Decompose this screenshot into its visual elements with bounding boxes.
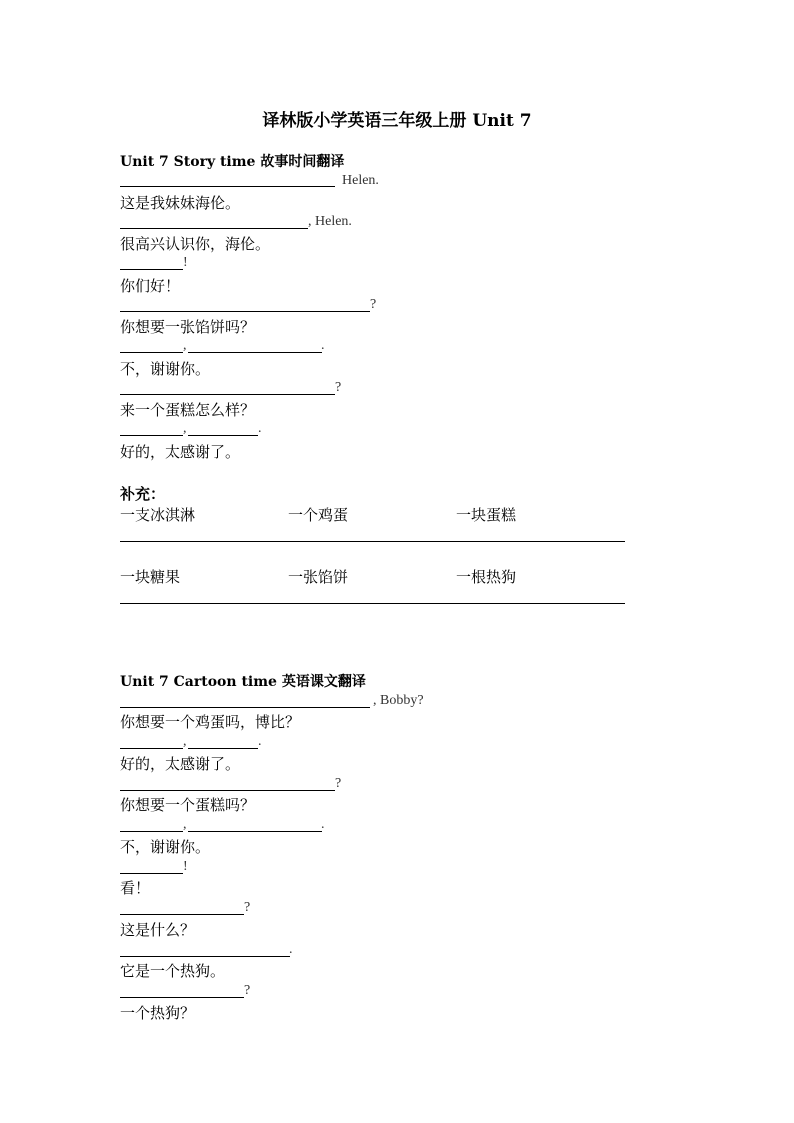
answer-blank[interactable] bbox=[120, 873, 183, 874]
english-comma: , bbox=[183, 338, 187, 353]
answer-blank[interactable] bbox=[120, 269, 183, 270]
english-text: . bbox=[258, 421, 262, 436]
answer-blank[interactable] bbox=[120, 707, 370, 708]
page-title: 译林版小学英语三年级上册 Unit 7 bbox=[262, 111, 532, 131]
chinese-text: 一个热狗？ bbox=[120, 1004, 196, 1022]
english-text: ? bbox=[244, 983, 251, 998]
english-text: ? bbox=[335, 776, 342, 791]
chinese-text: 不，谢谢你。 bbox=[120, 360, 211, 378]
answer-rule[interactable] bbox=[120, 603, 625, 604]
english-text: . bbox=[258, 734, 262, 749]
chinese-text: 这是我妹妹海伦。 bbox=[120, 194, 241, 212]
answer-blank[interactable] bbox=[120, 997, 244, 998]
answer-blank[interactable] bbox=[120, 186, 335, 187]
english-text: . bbox=[289, 942, 293, 957]
answer-blank[interactable] bbox=[188, 435, 258, 436]
vocab-item: 一块糖果 bbox=[120, 568, 181, 586]
answer-blank[interactable] bbox=[188, 748, 258, 749]
chinese-text: 你想要一个蛋糕吗？ bbox=[120, 796, 256, 814]
answer-blank[interactable] bbox=[120, 394, 335, 395]
chinese-text: 好的，太感谢了。 bbox=[120, 755, 241, 773]
vocab-item: 一根热狗 bbox=[456, 568, 517, 586]
chinese-text: 它是一个热狗。 bbox=[120, 962, 226, 980]
chinese-text: 你想要一个鸡蛋吗，博比？ bbox=[120, 713, 301, 731]
english-text: , Helen. bbox=[308, 214, 352, 229]
answer-blank[interactable] bbox=[188, 352, 322, 353]
vocab-item: 一张馅饼 bbox=[288, 568, 349, 586]
answer-rule[interactable] bbox=[120, 541, 625, 542]
answer-blank[interactable] bbox=[120, 748, 183, 749]
chinese-text: 好的，太感谢了。 bbox=[120, 443, 241, 461]
english-text: ! bbox=[183, 255, 188, 270]
answer-blank[interactable] bbox=[120, 311, 370, 312]
chinese-text: 你想要一张馅饼吗？ bbox=[120, 318, 256, 336]
answer-blank[interactable] bbox=[120, 831, 183, 832]
english-text: ? bbox=[370, 297, 377, 312]
chinese-text: 不，谢谢你。 bbox=[120, 838, 211, 856]
vocab-item: 一个鸡蛋 bbox=[288, 506, 349, 524]
answer-blank[interactable] bbox=[120, 956, 290, 957]
english-comma: , bbox=[183, 817, 187, 832]
english-text: . bbox=[321, 338, 325, 353]
answer-blank[interactable] bbox=[120, 790, 335, 791]
english-text: , Bobby? bbox=[373, 693, 424, 708]
vocab-item: 一支冰淇淋 bbox=[120, 506, 196, 524]
english-comma: , bbox=[183, 734, 187, 749]
english-text: ? bbox=[335, 380, 342, 395]
answer-blank[interactable] bbox=[120, 352, 183, 353]
story-heading: Unit 7 Story time 故事时间翻译 bbox=[120, 154, 345, 170]
english-text: Helen. bbox=[342, 173, 379, 188]
cartoon-heading: Unit 7 Cartoon time 英语课文翻译 bbox=[120, 674, 366, 690]
english-text: ! bbox=[183, 859, 188, 874]
supplement-heading: 补充： bbox=[120, 485, 166, 503]
answer-blank[interactable] bbox=[188, 831, 322, 832]
vocab-item: 一块蛋糕 bbox=[456, 506, 517, 524]
english-comma: , bbox=[183, 421, 187, 436]
chinese-text: 很高兴认识你，海伦。 bbox=[120, 235, 271, 253]
chinese-text: 来一个蛋糕怎么样？ bbox=[120, 401, 256, 419]
answer-blank[interactable] bbox=[120, 435, 183, 436]
english-text: . bbox=[321, 817, 325, 832]
answer-blank[interactable] bbox=[120, 228, 308, 229]
chinese-text: 这是什么？ bbox=[120, 921, 196, 939]
chinese-text: 看！ bbox=[120, 879, 151, 897]
answer-blank[interactable] bbox=[120, 914, 244, 915]
chinese-text: 你们好！ bbox=[120, 277, 181, 295]
english-text: ? bbox=[244, 900, 251, 915]
